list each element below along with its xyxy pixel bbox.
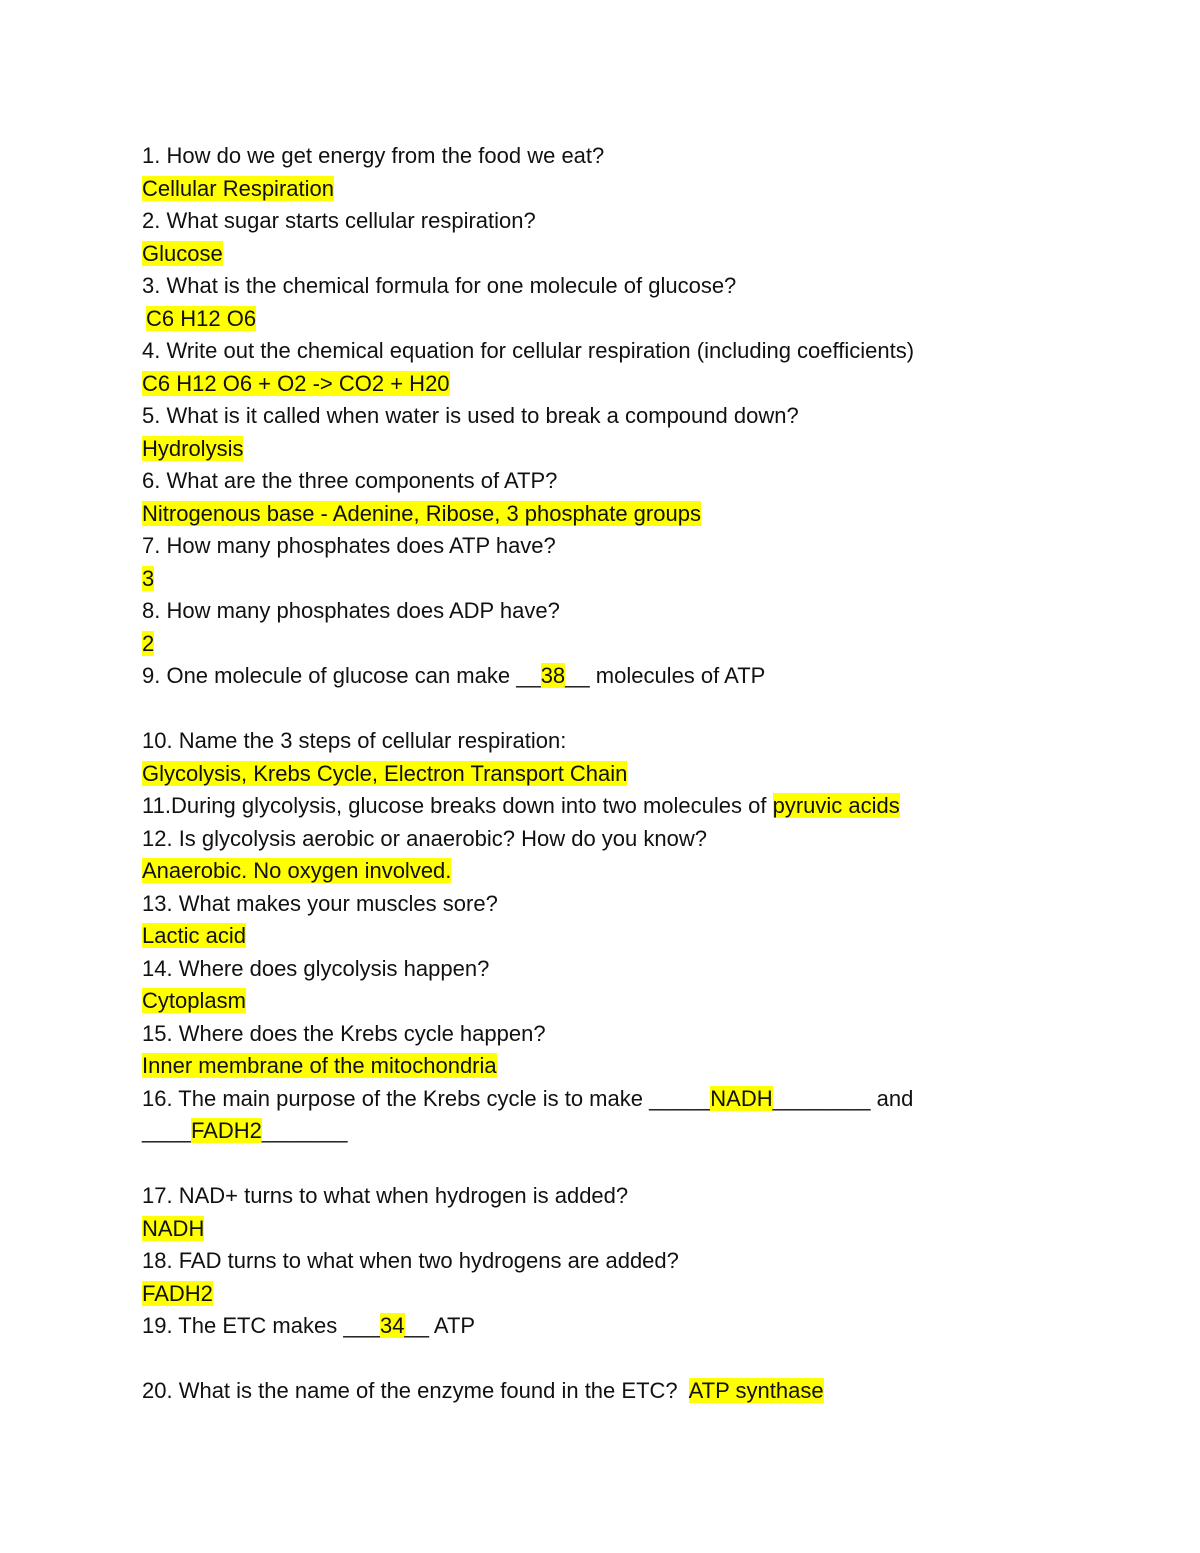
question-16: 16. The main purpose of the Krebs cycle is to make _____NADH________ and [142, 1085, 914, 1111]
question-11: 11.During glycolysis, glucose breaks down into two molecules of pyruvic acids [142, 793, 900, 818]
answer-10 [142, 758, 1142, 791]
question-20: 20. What is the name of the enzyme found in the ETC? ATP synthase [142, 1378, 824, 1403]
answer-highlight: NADH [710, 1085, 773, 1111]
answer-highlight: ATP synthase [688, 1378, 824, 1403]
question-6: 6. What are the three components of ATP? [142, 468, 558, 493]
answer-13 [142, 920, 1142, 953]
answer-highlight: FADH2 [142, 1280, 213, 1306]
answer-highlight: Hydrolysis [142, 435, 244, 461]
question-7: 7. How many phosphates does ATP have? [142, 533, 556, 558]
answer-5 [142, 433, 1142, 466]
answer-highlight: 38 [540, 663, 566, 688]
spacer [142, 1148, 1142, 1181]
answer-highlight: FADH2 [190, 1118, 262, 1143]
question-2: 2. What sugar starts cellular respiration? [142, 208, 536, 233]
question-10: 10. Name the 3 steps of cellular respiration: [142, 728, 567, 753]
spacer [142, 1343, 1142, 1376]
question-8: 8. How many phosphates does ADP have? [142, 598, 560, 623]
answer-4 [142, 368, 1142, 401]
answer-17 [142, 1213, 1142, 1246]
answer-3 [142, 303, 1142, 336]
answer-highlight: NADH [142, 1215, 205, 1241]
answer-14 [142, 985, 1142, 1018]
answer-highlight: pyruvic acids [772, 793, 900, 818]
worksheet [142, 140, 1142, 1408]
answer-highlight: 34 [380, 1313, 405, 1338]
answer-1 [142, 173, 1142, 206]
answer-7 [142, 563, 1142, 596]
answer-highlight: Lactic acid [142, 923, 246, 948]
question-17: 17. NAD+ turns to what when hydrogen is added? [142, 1183, 629, 1208]
answer-highlight: 2 [142, 630, 155, 656]
question-15: 15. Where does the Krebs cycle happen? [142, 1020, 546, 1046]
question-14: 14. Where does glycolysis happen? [142, 955, 490, 981]
answer-highlight: Nitrogenous base - Adenine, Ribose, 3 phosphate groups [142, 500, 701, 526]
question-1: 1. How do we get energy from the food we eat? [142, 143, 605, 168]
answer-highlight: C6 H12 O6 [146, 305, 257, 331]
answer-highlight: Glycolysis, Krebs Cycle, Electron Transport Chain [142, 760, 628, 786]
question-4: 4. Write out the chemical equation for cellular respiration (including coefficients) [142, 338, 915, 363]
answer-highlight: Cellular Respiration [142, 175, 334, 201]
question-12: 12. Is glycolysis aerobic or anaerobic? How do you know? [142, 825, 707, 851]
question-5: 5. What is it called when water is used to break a compound down? [142, 403, 799, 428]
answer-highlight: 3 [142, 565, 155, 591]
answer-highlight: C6 H12 O6 + O2 -> CO2 + H20 [142, 370, 450, 396]
question-16-continued: ____FADH2_______ [142, 1118, 348, 1143]
question-19: 19. The ETC makes ___34__ ATP [142, 1313, 476, 1338]
question-13: 13. What makes your muscles sore? [142, 890, 498, 916]
answer-18 [142, 1278, 1142, 1311]
answer-12 [142, 855, 1142, 888]
answer-2 [142, 238, 1142, 271]
spacer [142, 693, 1142, 726]
answer-8 [142, 628, 1142, 661]
answer-highlight: Glucose [142, 240, 223, 266]
question-3: 3. What is the chemical formula for one molecule of glucose? [142, 273, 737, 298]
answer-highlight: Cytoplasm [142, 988, 246, 1013]
answer-6 [142, 498, 1142, 531]
question-9: 9. One molecule of glucose can make __38__ molecules of ATP [142, 663, 766, 688]
question-18: 18. FAD turns to what when two hydrogens are added? [142, 1248, 679, 1273]
answer-highlight: Anaerobic. No oxygen involved. [142, 858, 452, 883]
answer-15 [142, 1050, 1142, 1083]
answer-highlight: Inner membrane of the mitochondria [142, 1053, 497, 1078]
